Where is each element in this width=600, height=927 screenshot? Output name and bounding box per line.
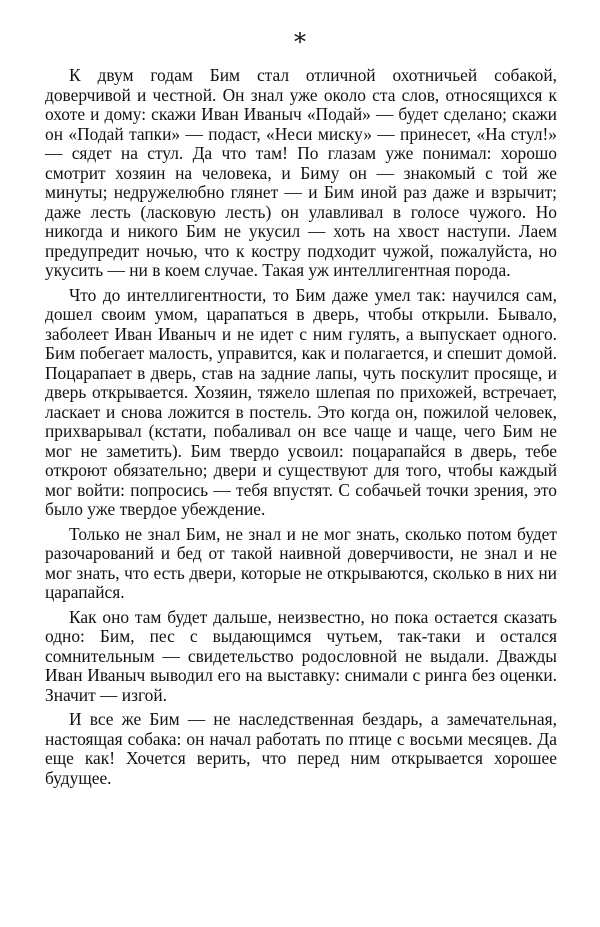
paragraph-5: И все же Бим — не наследственная бездарь, а замечательная, настоящая собака: он начал работать по птице с восьми месяцев. Да еще как! Хочется верить, что перед ним открывается хорошее будущее. bbox=[45, 709, 557, 788]
body-text bbox=[45, 66, 557, 793]
paragraph-1: К двум годам Бим стал отличной охотничьей собакой, доверчивой и честной. Он знал уже около ста слов, относящихся к охоте и дому: скажи Иван Иваныч «Подай» — будет сделано; скажи он «Подай тапки» — подаст, «Неси миску» — принесет, «На стул!» — сядет на стул. Да что там! По глазам уже понимал: хорошо смотрит хозяин на человека, и Биму он — знакомый с той же минуты; недружелюбно глянет — и Бим иной раз даже и взрычит; даже лесть (ласковую лесть) он улавливал в голосе чужого. Но никогда и никого Бим не укусил — хоть на хвост наступи. Лаем предупредит ночью, что к костру подходит чужой, пожалуйста, но укусить — ни в коем случае. Такая уж интеллигентная порода. bbox=[45, 65, 557, 280]
paragraph-4: Как оно там будет дальше, неизвестно, но пока остается сказать одно: Бим, пес с выдающимся чутьем, так-таки и остался сомнительным — свидетельство родословной не выдали. Дважды Иван Иваныч выводил его на выставку: снимали с ринга без оценки. Значит — изгой. bbox=[45, 606, 557, 705]
paragraph-2: Что до интеллигентности, то Бим даже умел так: научился сам, дошел своим умом, царапаться в дверь, чтобы открыли. Бывало, заболеет Иван Иваныч и не идет с ним гулять, а выпускает одного. Бим побегает малость, управится, как и полагается, и спешит домой. Поцарапает в дверь, став на задние лапы, чуть поскулит просяще, и дверь открывается. Хозяин, тяжело шлепая по прихожей, встречает, ласкает и снова ложится в постель. Это когда он, пожилой человек, прихварывал (кстати, побаливал он все чаще и чаще, чего Бим не мог не заметить). Бим твердо усвоил: поцарапайся в дверь, тебе откроют обязательно; двери и существуют для того, чтобы каждый мог войти: попросись — тебя впустят. С собачьей точки зрения, это было уже твердое убеждение. bbox=[45, 284, 557, 519]
paragraph-3: Только не знал Бим, не знал и не мог знать, сколько потом будет разочарований и бед от такой наивной доверчивости, не знал и не мог знать, что есть двери, которые не открываются, сколько в них ни царапайся. bbox=[45, 523, 557, 602]
section-separator: * bbox=[294, 28, 306, 56]
